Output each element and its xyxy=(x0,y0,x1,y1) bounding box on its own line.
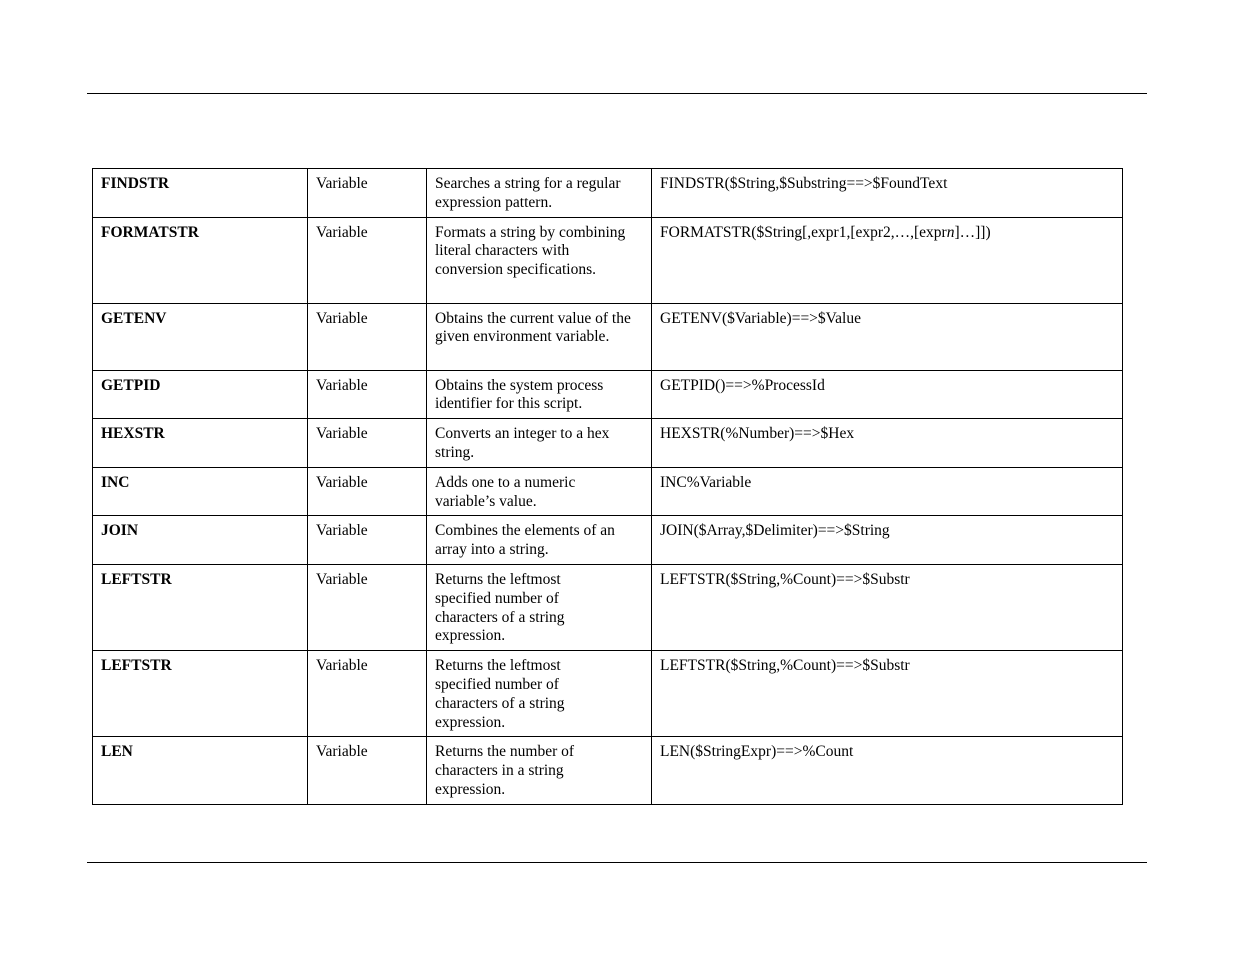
command-type: Variable xyxy=(308,217,427,303)
table-row xyxy=(93,651,1123,737)
command-name: FINDSTR xyxy=(93,169,308,218)
syntax-text: FORMATSTR($String[,expr1,[expr2,…,[expr xyxy=(660,223,947,241)
command-type: Variable xyxy=(308,737,427,804)
footer-rule xyxy=(87,862,1147,863)
command-name: HEXSTR xyxy=(93,419,308,468)
syntax-italic-text: n xyxy=(946,223,955,241)
command-syntax xyxy=(652,217,1123,303)
command-description: Adds one to a numeric variable’s value. xyxy=(427,467,652,516)
command-description: Formats a string by combining literal characters with conversion specifications. xyxy=(427,217,652,303)
command-syntax: GETENV($Variable)==>$Value xyxy=(652,303,1123,370)
command-table xyxy=(92,168,1123,805)
table-row xyxy=(93,169,1123,218)
command-syntax: JOIN($Array,$Delimiter)==>$String xyxy=(652,516,1123,565)
command-type: Variable xyxy=(308,467,427,516)
command-type: Variable xyxy=(308,516,427,565)
command-syntax: FINDSTR($String,$Substring==>$FoundText xyxy=(652,169,1123,218)
command-syntax: HEXSTR(%Number)==>$Hex xyxy=(652,419,1123,468)
command-description: Combines the elements of an array into a string. xyxy=(427,516,652,565)
table-row xyxy=(93,737,1123,804)
table-row xyxy=(93,419,1123,468)
command-name: FORMATSTR xyxy=(93,217,308,303)
command-syntax: INC%Variable xyxy=(652,467,1123,516)
table-row xyxy=(93,370,1123,419)
table-row xyxy=(93,516,1123,565)
command-description: Returns the leftmost specified number of characters of a string expression. xyxy=(427,564,652,650)
table-row xyxy=(93,303,1123,370)
command-syntax: LEN($StringExpr)==>%Count xyxy=(652,737,1123,804)
command-description: Obtains the current value of the given environment variable. xyxy=(427,303,652,370)
command-syntax: LEFTSTR($String,%Count)==>$Substr xyxy=(652,651,1123,737)
command-type: Variable xyxy=(308,370,427,419)
command-type: Variable xyxy=(308,564,427,650)
header-rule xyxy=(87,93,1147,94)
command-name: JOIN xyxy=(93,516,308,565)
command-name: GETENV xyxy=(93,303,308,370)
command-name: LEFTSTR xyxy=(93,564,308,650)
command-description: Returns the leftmost specified number of characters of a string expression. xyxy=(427,651,652,737)
command-description: Obtains the system process identifier for this script. xyxy=(427,370,652,419)
command-description: Searches a string for a regular expression pattern. xyxy=(427,169,652,218)
table-row xyxy=(93,564,1123,650)
command-type: Variable xyxy=(308,169,427,218)
table-row xyxy=(93,467,1123,516)
command-description: Returns the number of characters in a string expression. xyxy=(427,737,652,804)
command-name: INC xyxy=(93,467,308,516)
command-syntax: GETPID()==>%ProcessId xyxy=(652,370,1123,419)
command-name: LEFTSTR xyxy=(93,651,308,737)
command-syntax: LEFTSTR($String,%Count)==>$Substr xyxy=(652,564,1123,650)
table-row xyxy=(93,217,1123,303)
syntax-text: ]…]]) xyxy=(954,223,991,241)
command-type: Variable xyxy=(308,419,427,468)
command-type: Variable xyxy=(308,303,427,370)
command-name: GETPID xyxy=(93,370,308,419)
command-type: Variable xyxy=(308,651,427,737)
command-description: Converts an integer to a hex string. xyxy=(427,419,652,468)
command-name: LEN xyxy=(93,737,308,804)
